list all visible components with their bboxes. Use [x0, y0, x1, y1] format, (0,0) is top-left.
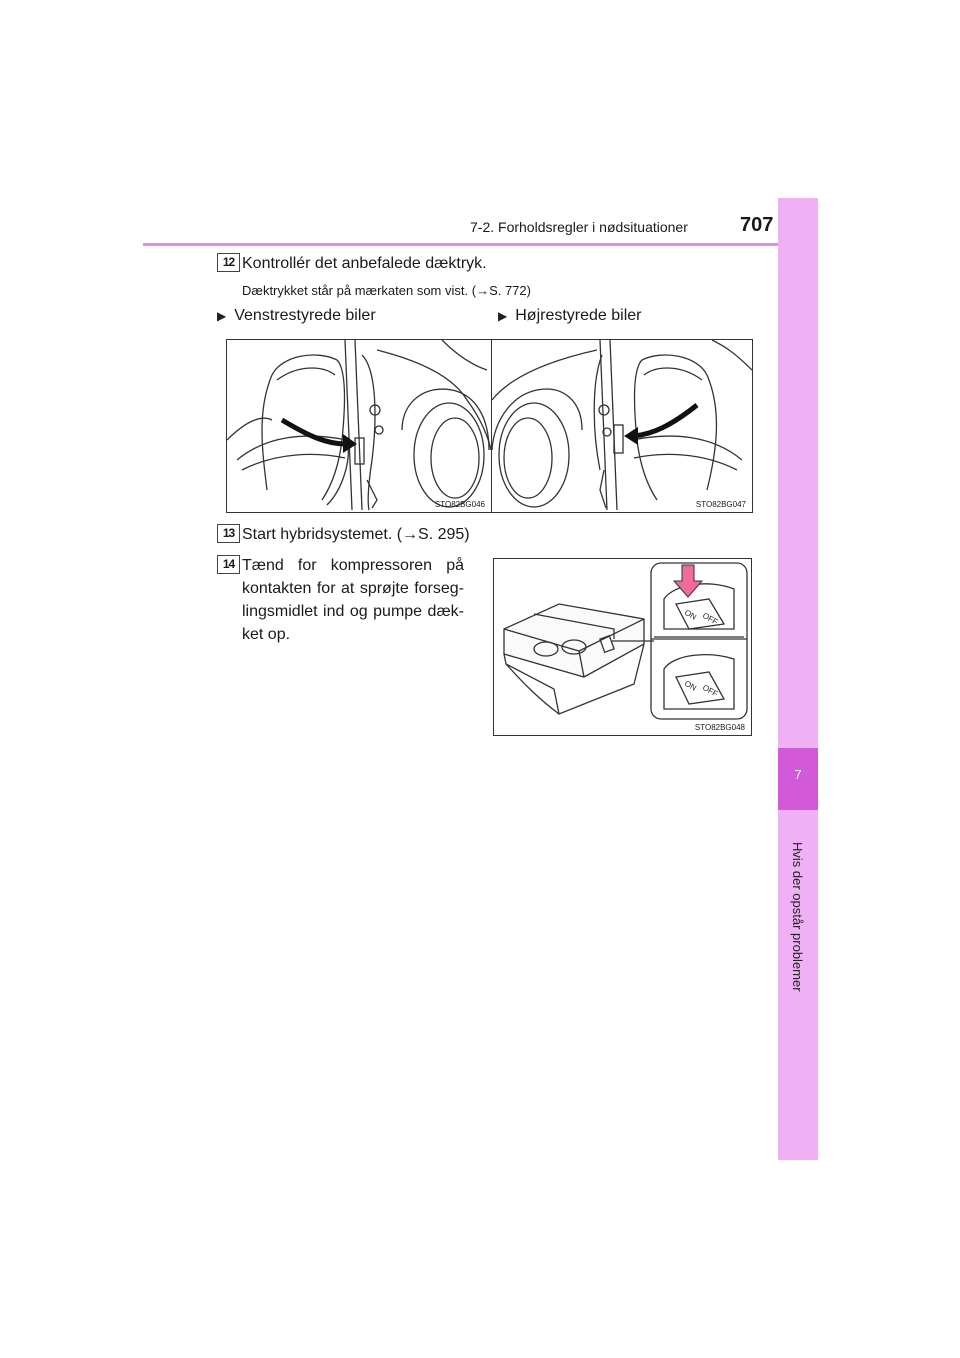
step-12-note-ref: S. 772) — [489, 283, 531, 298]
left-drive-label — [217, 307, 376, 325]
right-drive-label-text: Højrestyrede biler — [515, 307, 642, 324]
step-13-ref: S. 295) — [418, 526, 470, 543]
compressor-illustration — [494, 559, 751, 735]
right-arrow-icon: → — [476, 283, 490, 298]
step-14-line: kontakten for at sprøjte forseg- — [242, 580, 464, 597]
step-badge-13: 13 — [217, 524, 240, 543]
step-12-text: Kontrollér det anbefalede dæktryk. — [242, 255, 487, 272]
switch-on-label-bottom: ON — [683, 678, 698, 693]
figure-code-right: STO82BG047 — [695, 500, 746, 509]
door-pillar-illustration-left — [227, 340, 491, 512]
step-12-note-text: Dæktrykket står på mærkaten som vist. ( — [242, 283, 477, 298]
step-badge-12: 12 — [217, 253, 240, 272]
chapter-title: Hvis der opstår problemer — [790, 842, 805, 992]
switch-off-label-bottom: OFF — [701, 682, 720, 699]
step-13-text — [242, 523, 470, 546]
figure-code-left: STO82BG046 — [434, 500, 485, 509]
switch-off-label-top: OFF — [701, 610, 720, 627]
step-12-note — [242, 283, 531, 298]
right-drive-door-figure — [491, 339, 753, 513]
left-drive-label-text: Venstrestyrede biler — [234, 307, 376, 324]
right-arrow-icon: → — [402, 526, 419, 543]
triangle-bullet-icon: ▶ — [498, 309, 508, 323]
section-title: 7-2. Forholdsregler i nødsituationer — [470, 219, 688, 235]
step-14-line: ket op. — [242, 626, 291, 643]
figure-code-compressor: STO82BG048 — [694, 723, 745, 732]
right-drive-label — [498, 307, 642, 325]
left-drive-door-figure — [226, 339, 492, 513]
chapter-number: 7 — [794, 767, 802, 782]
step-14-text — [242, 554, 464, 646]
switch-on-label-top: ON — [683, 607, 698, 622]
step-13-text-main: Start hybridsystemet. ( — [242, 526, 403, 543]
compressor-switch-figure — [493, 558, 752, 736]
triangle-bullet-icon: ▶ — [217, 309, 227, 323]
page-number: 707 — [740, 214, 774, 236]
step-14-line: Tænd for kompressoren på — [242, 557, 464, 574]
step-badge-14: 14 — [217, 555, 240, 574]
step-14-line: lingsmidlet ind og pumpe dæk- — [242, 603, 464, 620]
door-pillar-illustration-right — [492, 340, 752, 512]
chapter-title-vertical — [778, 842, 818, 1102]
header-rule — [143, 243, 818, 246]
